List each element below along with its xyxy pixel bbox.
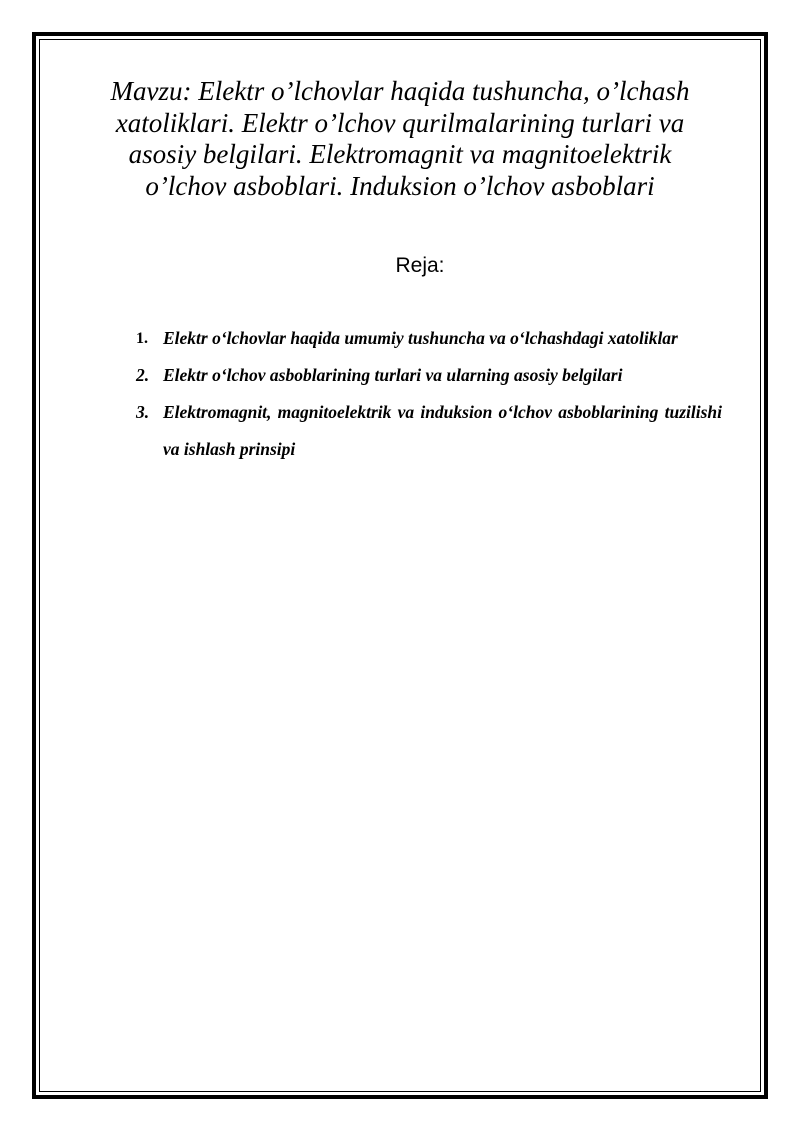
plan-item-text: Elektr o‘lchovlar haqida umumiy tushuncha va o‘lchashdagi xatoliklar [163,328,678,348]
plan-list [136,320,722,468]
document-title: Mavzu: Elektr o’lchovlar haqida tushuncha, o’lchash xatoliklari. Elektr o’lchov qurilmalarining turlari va asosiy belgilari. Elektromagnit va magnitoelektrik o’lchov asboblari. Induksion o’lchov asboblari [110,76,690,201]
plan-item-number: 3. [136,402,150,422]
plan-item [136,394,722,468]
plan-item-number: 1. [136,330,148,347]
plan-heading: Reja: [395,254,445,277]
plan-item-text: Elektromagnit, magnitoelektrik va induksion o‘lchov asboblarining tuzilishi va ishlash prinsipi [163,402,722,459]
plan-item-text: Elektr o‘lchov asboblarining turlari va ularning asosiy belgilari [163,365,623,385]
plan-item [136,357,722,394]
plan-item [136,320,722,357]
plan-item-number: 2. [136,365,150,385]
